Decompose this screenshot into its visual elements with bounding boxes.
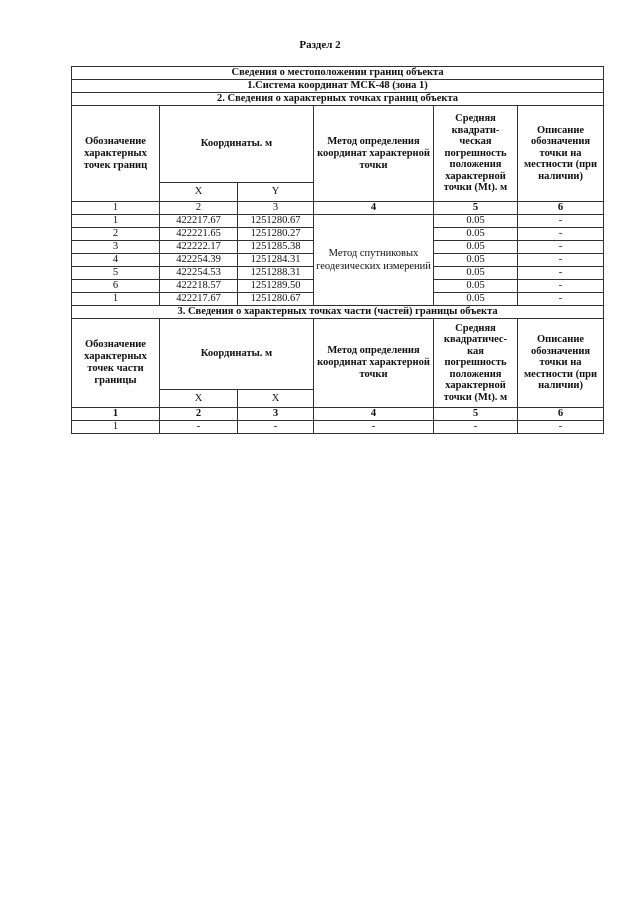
point-y: 1251288.31	[238, 267, 314, 280]
point-desc: -	[518, 241, 604, 254]
header-method: Метод определения координат характерной точки	[314, 106, 434, 202]
point-mt: 0.05	[434, 293, 518, 306]
col-number-2: 2	[160, 202, 238, 215]
part-point-mt: -	[434, 421, 518, 434]
point-number: 1	[72, 293, 160, 306]
coordinate-system: 1.Система координат МСК-48 (зона 1)	[72, 80, 604, 93]
point-y: 1251280.67	[238, 293, 314, 306]
point-x: 422254.53	[160, 267, 238, 280]
point-y: 1251285.38	[238, 241, 314, 254]
point-y: 1251289.50	[238, 280, 314, 293]
point-y: 1251284.31	[238, 254, 314, 267]
point-y: 1251280.27	[238, 228, 314, 241]
section-2-title: 2. Сведения о характерных точках границ объекта	[72, 93, 604, 106]
point-x: 422217.67	[160, 215, 238, 228]
part-header-y: X	[238, 390, 314, 408]
point-x: 422222.17	[160, 241, 238, 254]
method-merged: Метод спутниковых геодезических измерений	[314, 215, 434, 306]
part-col-number-6: 6	[518, 408, 604, 421]
point-number: 6	[72, 280, 160, 293]
part-point-x: -	[160, 421, 238, 434]
point-x: 422221.65	[160, 228, 238, 241]
point-mt: 0.05	[434, 254, 518, 267]
point-x: 422254.39	[160, 254, 238, 267]
part-header-method: Метод определения координат характерной точки	[314, 319, 434, 408]
point-number: 5	[72, 267, 160, 280]
point-mt: 0.05	[434, 267, 518, 280]
point-desc: -	[518, 215, 604, 228]
point-number: 1	[72, 215, 160, 228]
part-header-error: Средняя квадратичес-кая погрешность положения характерной точки (Mt). м	[434, 319, 518, 408]
part-col-number-5: 5	[434, 408, 518, 421]
part-point-number: 1	[72, 421, 160, 434]
col-number-3: 3	[238, 202, 314, 215]
part-point-method: -	[314, 421, 434, 434]
part-col-number-1: 1	[72, 408, 160, 421]
point-number: 4	[72, 254, 160, 267]
part-col-number-4: 4	[314, 408, 434, 421]
table-row	[72, 421, 604, 434]
part-col-number-2: 2	[160, 408, 238, 421]
part-point-y: -	[238, 421, 314, 434]
col-number-4: 4	[314, 202, 434, 215]
point-desc: -	[518, 267, 604, 280]
col-number-6: 6	[518, 202, 604, 215]
point-x: 422218.57	[160, 280, 238, 293]
part-header-x: X	[160, 390, 238, 408]
table-row	[72, 215, 604, 228]
point-x: 422217.67	[160, 293, 238, 306]
col-number-5: 5	[434, 202, 518, 215]
section-3-title: 3. Сведения о характерных точках части (частей) границы объекта	[72, 306, 604, 319]
point-mt: 0.05	[434, 241, 518, 254]
point-mt: 0.05	[434, 228, 518, 241]
header-x: X	[160, 183, 238, 202]
col-number-1: 1	[72, 202, 160, 215]
point-mt: 0.05	[434, 280, 518, 293]
point-number: 3	[72, 241, 160, 254]
part-col-number-3: 3	[238, 408, 314, 421]
point-desc: -	[518, 280, 604, 293]
header-y: Y	[238, 183, 314, 202]
boundary-table	[71, 66, 604, 434]
point-desc: -	[518, 293, 604, 306]
table-title: Сведения о местоположении границ объекта	[72, 67, 604, 80]
point-number: 2	[72, 228, 160, 241]
point-y: 1251280.67	[238, 215, 314, 228]
header-error: Средняя квадрати-ческая погрешность положения характерной точки (Mt). м	[434, 106, 518, 202]
part-header-designation: Обозначение характерных точек части границы	[72, 319, 160, 408]
header-description: Описание обозначения точки на местности (при наличии)	[518, 106, 604, 202]
point-desc: -	[518, 254, 604, 267]
point-desc: -	[518, 228, 604, 241]
header-designation: Обозначение характерных точек границ	[72, 106, 160, 202]
part-header-coords: Координаты. м	[160, 319, 314, 390]
part-header-description: Описание обозначения точки на местности (при наличии)	[518, 319, 604, 408]
page-title: Раздел 2	[299, 39, 341, 51]
part-point-desc: -	[518, 421, 604, 434]
point-mt: 0.05	[434, 215, 518, 228]
header-coords: Координаты. м	[160, 106, 314, 183]
